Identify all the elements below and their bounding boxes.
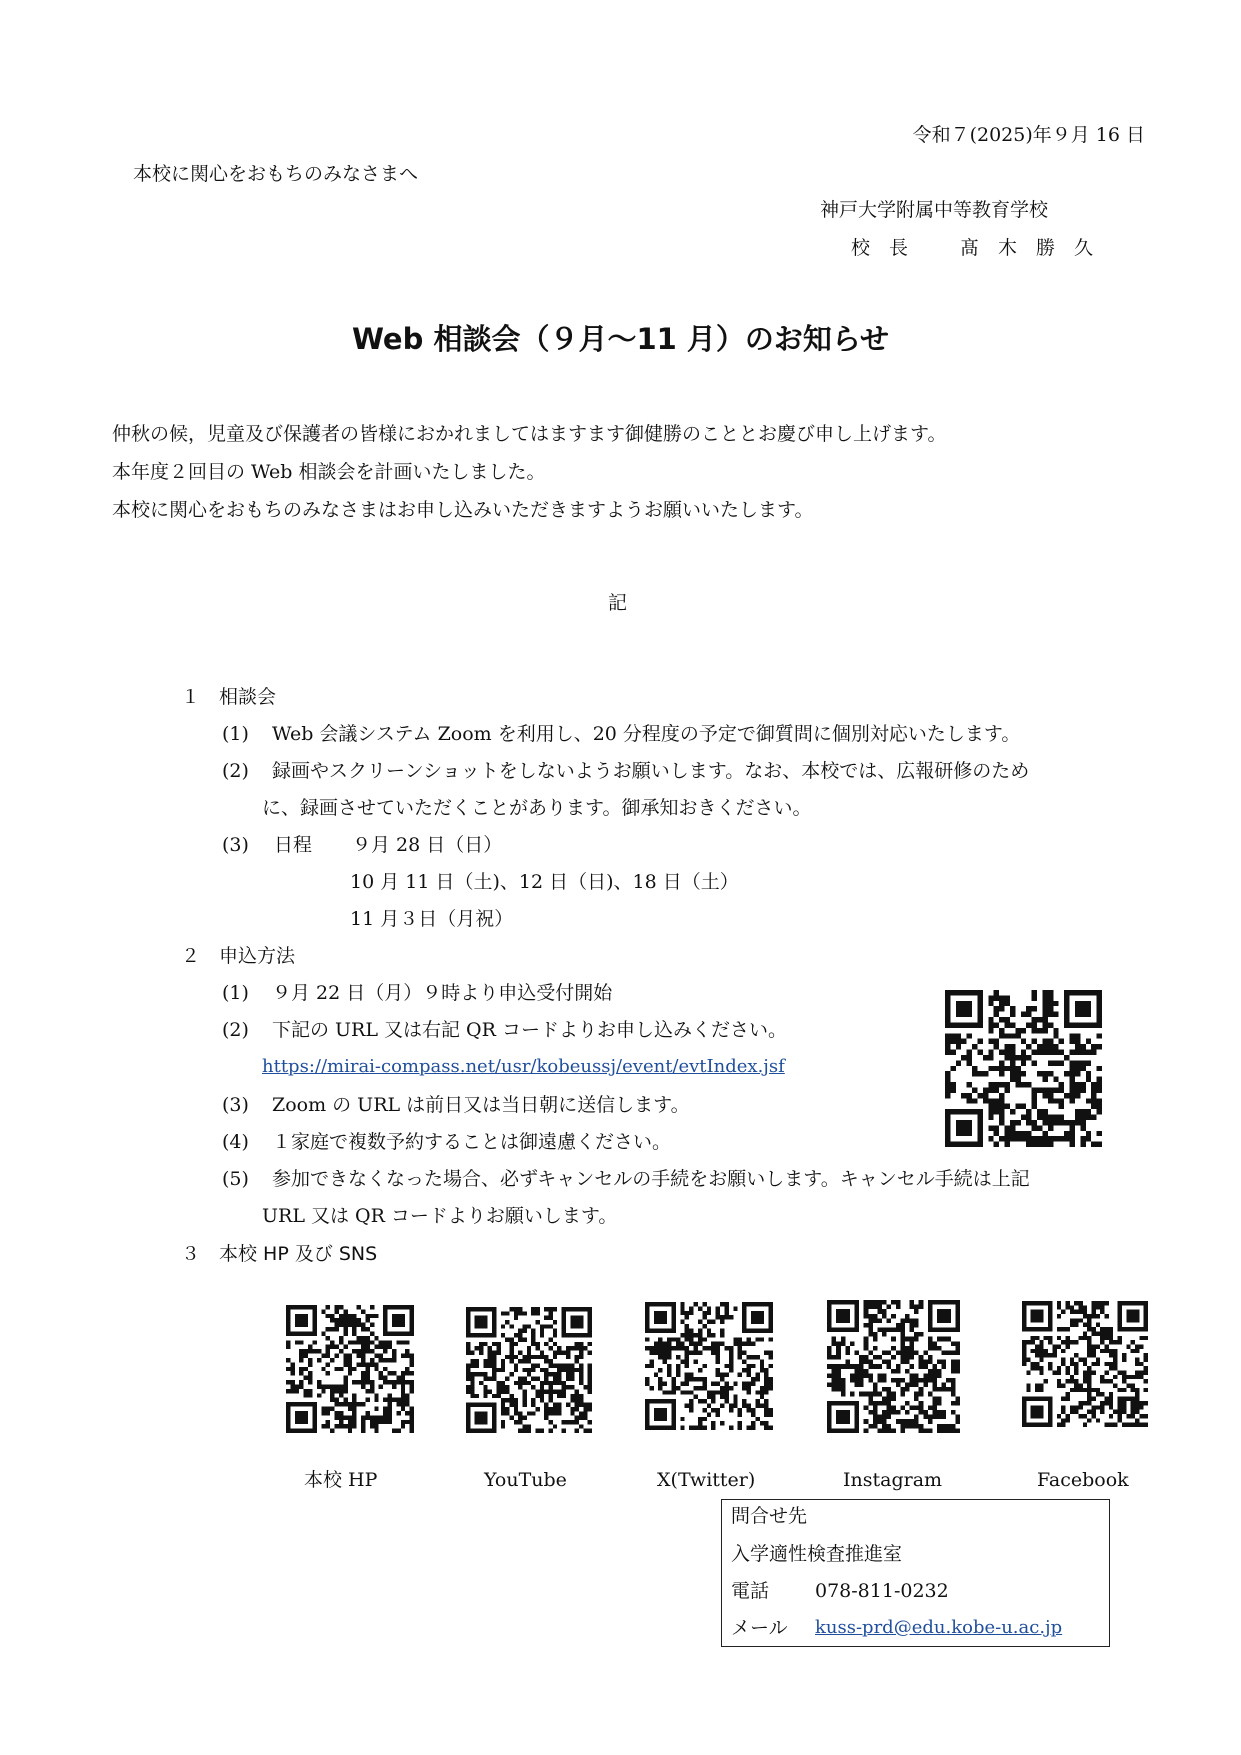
section3-number: ３ [181,1243,201,1265]
s1-item1-text: Web 会議システム Zoom を利用し、20 分程度の予定で御質問に個別対応いたします。 [272,723,1021,745]
facebook-qr-code[interactable] [1022,1301,1148,1427]
section1-number: １ [181,686,201,708]
qr-label-hp: 本校 HP [304,1469,378,1491]
s2-item3-number: (3) [222,1094,249,1116]
schedule-date-3: 11 月３日（月祝） [350,908,514,930]
s2-item2-text: 下記の URL 又は右記 QR コードよりお申し込みください。 [272,1019,787,1041]
sender-organization: 神戸大学附属中等教育学校 [820,199,1049,221]
qr-label-youtube: YouTube [484,1469,567,1491]
section1-heading: 相談会 [219,686,277,708]
ki-heading: 記 [608,592,628,614]
s2-item2-number: (2) [222,1019,249,1041]
s2-item1-text: ９月 22 日（月）９時より申込受付開始 [272,982,613,1004]
sender-name: 髙 木 勝 久 [960,237,1094,259]
document-date: 令和７(2025)年９月 16 日 [912,124,1145,146]
page-title: Web 相談会（９月～11 月）のお知らせ [351,322,890,356]
s2-item4-number: (4) [222,1131,249,1153]
contact-office: 入学適性検査推進室 [731,1543,903,1565]
s2-item5-number: (5) [222,1168,249,1190]
hp-qr-code[interactable] [286,1305,414,1433]
application-qr-code[interactable] [945,990,1102,1147]
s2-item1-number: (1) [222,982,249,1004]
application-url-link[interactable]: https://mirai-compass.net/usr/kobeussj/event/evtIndex.jsf [262,1056,785,1077]
intro-line-1: 仲秋の候，児童及び保護者の皆様におかれましてはますます御健勝のこととお慶び申し上げます。 [112,423,947,445]
sender-title: 校 長 [851,237,909,259]
intro-line-2: 本年度２回目の Web 相談会を計画いたしました。 [112,461,546,483]
qr-label-instagram: Instagram [843,1469,943,1491]
section2-number: ２ [181,945,201,967]
schedule-date-2: 10 月 11 日（土)、12 日（日)、18 日（土） [350,871,739,893]
twitter-qr-code[interactable] [645,1302,773,1430]
s1-item2-number: (2) [222,760,249,782]
s2-item3-text: Zoom の URL は前日又は当日朝に送信します。 [272,1094,690,1116]
contact-mail-link[interactable]: kuss-prd@edu.kobe-u.ac.jp [815,1617,1063,1638]
s1-item2-text: 録画やスクリーンショットをしないようお願いします。なお、本校では、広報研修のため [272,760,1030,782]
youtube-qr-code[interactable] [466,1307,592,1433]
schedule-label: 日程 [274,834,313,856]
schedule-date-1: ９月 28 日（日） [352,834,503,856]
s1-item2-continuation: に、録画させていただくことがあります。御承知おきください。 [262,797,812,819]
contact-phone: 078-811-0232 [815,1580,949,1602]
contact-title: 問合せ先 [731,1505,808,1527]
qr-label-twitter: X(Twitter) [657,1469,756,1491]
contact-phone-label: 電話 [731,1580,770,1602]
s2-item5-text: 参加できなくなった場合、必ずキャンセルの手続をお願いします。キャンセル手続は上記 [272,1168,1030,1190]
section3-heading: 本校 HP 及び SNS [219,1243,378,1265]
contact-mail-label: メール [731,1617,788,1639]
qr-label-facebook: Facebook [1037,1469,1129,1491]
s2-item5-continuation: URL 又は QR コードよりお願いします。 [262,1205,618,1227]
s1-item3-number: (3) [222,834,249,856]
s1-item1-number: (1) [222,723,249,745]
intro-line-3: 本校に関心をおもちのみなさまはお申し込みいただきますようお願いいたします。 [112,499,814,521]
instagram-qr-code[interactable] [827,1300,960,1433]
recipient-line: 本校に関心をおもちのみなさまへ [133,163,419,185]
s2-item4-text: １家庭で複数予約することは御遠慮ください。 [272,1131,672,1153]
section2-heading: 申込方法 [219,945,296,967]
contact-box [721,1499,1110,1647]
